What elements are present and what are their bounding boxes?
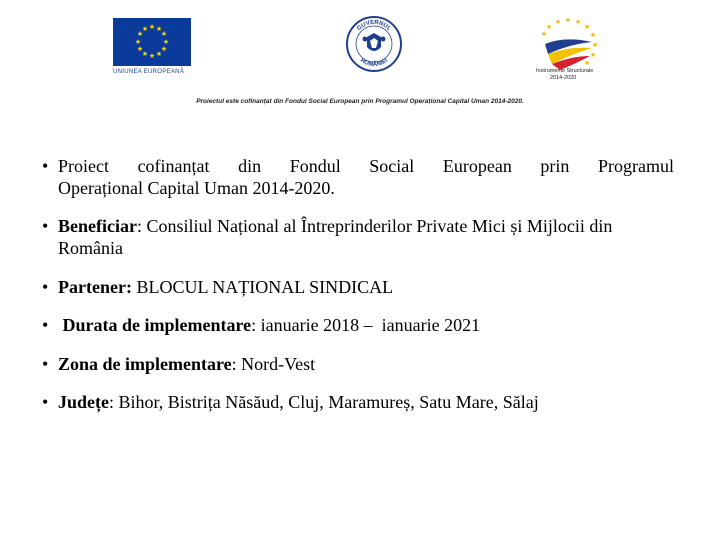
svg-text:★: ★ <box>155 50 163 58</box>
svg-text:★: ★ <box>540 30 548 38</box>
project-line2: Operațional Capital Uman 2014-2020. <box>58 178 335 198</box>
project-line1: • Proiect cofinanțat din Fondul Social European prin Programul <box>58 156 674 176</box>
svg-text:★: ★ <box>148 52 156 60</box>
svg-text:★: ★ <box>148 23 156 31</box>
structural-caption-line2: 2014-2020 <box>550 75 577 81</box>
svg-text:★: ★ <box>162 38 170 46</box>
list-item-beneficiary <box>42 215 674 259</box>
svg-text:★: ★ <box>160 30 168 38</box>
government-text-top: GUVERNUL <box>356 19 392 33</box>
beneficiary-label: Beneficiar <box>58 216 137 236</box>
list-item-duration <box>42 314 674 336</box>
svg-text:★: ★ <box>589 51 597 59</box>
list-item-project <box>42 155 674 199</box>
svg-text:★: ★ <box>136 45 144 53</box>
eu-logo <box>113 18 193 75</box>
svg-text:★: ★ <box>134 38 142 46</box>
beneficiary-text: : Consiliul Național al Întreprinderilor Private Mici și Mijlocii din România <box>58 216 613 258</box>
svg-text:★: ★ <box>141 25 149 33</box>
eu-caption: UNIUNEA EUROPEANĂ <box>113 69 185 75</box>
project-info-list <box>42 155 674 413</box>
svg-text:★: ★ <box>155 25 163 33</box>
counties-text: : Bihor, Bistrița Năsăud, Cluj, Maramureș, Satu Mare, Sălaj <box>109 392 539 412</box>
cofinancing-note: Proiectul este cofinanțat din Fondul Social European prin Programul Operațional Capital Uman 2014-2020. <box>196 98 524 105</box>
svg-text:★: ★ <box>583 23 591 31</box>
partner-text: BLOCUL NAȚIONAL SINDICAL <box>131 277 394 297</box>
list-item-counties <box>42 391 674 413</box>
svg-text:★: ★ <box>574 18 582 26</box>
svg-text:★: ★ <box>545 23 553 31</box>
svg-text:★: ★ <box>160 45 168 53</box>
eu-flag-icon <box>113 18 191 66</box>
list-item-zone <box>42 353 674 375</box>
svg-text:★: ★ <box>589 31 597 39</box>
svg-text:★: ★ <box>554 18 562 26</box>
svg-text:★: ★ <box>141 50 149 58</box>
government-text-bottom: ROMÂNIEI <box>358 57 390 69</box>
svg-text:★: ★ <box>136 30 144 38</box>
zone-text: : Nord-Vest <box>231 354 316 374</box>
duration-label: Durata de implementare <box>62 315 252 335</box>
structural-caption <box>536 68 606 82</box>
svg-text:★: ★ <box>591 41 599 49</box>
list-item-partner <box>42 276 674 298</box>
svg-text:★: ★ <box>583 59 591 67</box>
zone-label: Zona de implementare <box>58 354 232 374</box>
duration-text: : ianuarie 2018 – ianuarie 2021 <box>251 315 481 335</box>
structural-caption-line1: Instrumente Structurale <box>536 68 594 74</box>
svg-text:★: ★ <box>564 16 572 24</box>
government-seal-icon <box>345 15 403 73</box>
counties-label: Județe <box>58 392 109 412</box>
partner-label: Partener: <box>58 277 132 297</box>
